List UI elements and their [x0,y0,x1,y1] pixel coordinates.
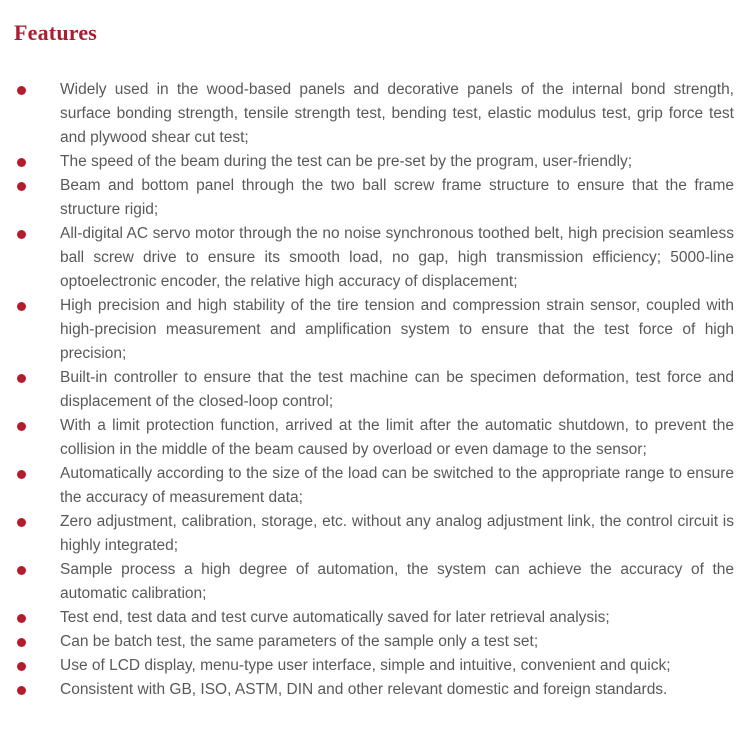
feature-list-item [0,78,750,150]
feature-text: The speed of the beam during the test can be pre-set by the program, user-friendly; [60,153,633,170]
feature-text: Consistent with GB, ISO, ASTM, DIN and other relevant domestic and foreign standards. [60,681,668,698]
feature-text: With a limit protection function, arrived at the limit after the automatic shutdown, to prevent the collision in the middle of the beam caused by overload or even damage to the sensor; [60,417,734,458]
feature-list-item [0,174,750,222]
feature-list-item [0,630,750,654]
bullet-icon [17,302,26,311]
feature-text: Sample process a high degree of automation, the system can achieve the accuracy of the automatic calibration; [60,561,734,602]
features-page [0,20,750,755]
feature-list-item [0,414,750,462]
bullet-icon [17,158,26,167]
feature-text: High precision and high stability of the tire tension and compression strain sensor, coupled with high-precision measurement and amplification system to ensure that the test force of high precision; [60,297,734,362]
bullet-icon [17,422,26,431]
feature-list-item [0,606,750,630]
bullet-icon [17,230,26,239]
bullet-icon [17,566,26,575]
feature-list-item [0,150,750,174]
feature-list-item [0,294,750,366]
feature-list-item [0,678,750,702]
feature-text: Can be batch test, the same parameters of the sample only a test set; [60,633,539,650]
feature-text: Test end, test data and test curve automatically saved for later retrieval analysis; [60,609,610,626]
feature-text: Built-in controller to ensure that the test machine can be specimen deformation, test force and displacement of the closed-loop control; [60,369,734,410]
bullet-icon [17,374,26,383]
bullet-icon [17,686,26,695]
feature-list-item [0,222,750,294]
bullet-icon [17,86,26,95]
feature-text: Use of LCD display, menu-type user interface, simple and intuitive, convenient and quick; [60,657,671,674]
feature-list-item [0,510,750,558]
bullet-icon [17,470,26,479]
bullet-icon [17,518,26,527]
feature-text: Zero adjustment, calibration, storage, etc. without any analog adjustment link, the control circuit is highly integrated; [60,513,734,554]
feature-list-item [0,558,750,606]
features-list [0,78,750,702]
feature-list-item [0,366,750,414]
feature-text: Beam and bottom panel through the two ball screw frame structure to ensure that the frame structure rigid; [60,177,734,218]
bullet-icon [17,638,26,647]
bullet-icon [17,182,26,191]
feature-list-item [0,462,750,510]
feature-list-item [0,654,750,678]
bullet-icon [17,614,26,623]
feature-text: Widely used in the wood-based panels and decorative panels of the internal bond strength, surface bonding strength, tensile strength test, bending test, elastic modulus test, grip force test and plywood shear cut test; [60,81,734,146]
features-heading: Features [14,20,98,45]
bullet-icon [17,662,26,671]
feature-text: All-digital AC servo motor through the no noise synchronous toothed belt, high precision seamless ball screw drive to ensure its smooth load, no gap, high transmission efficiency; 5000-line optoelectronic encoder, the relative high accuracy of displacement; [60,225,734,290]
feature-text: Automatically according to the size of the load can be switched to the appropriate range to ensure the accuracy of measurement data; [60,465,734,506]
